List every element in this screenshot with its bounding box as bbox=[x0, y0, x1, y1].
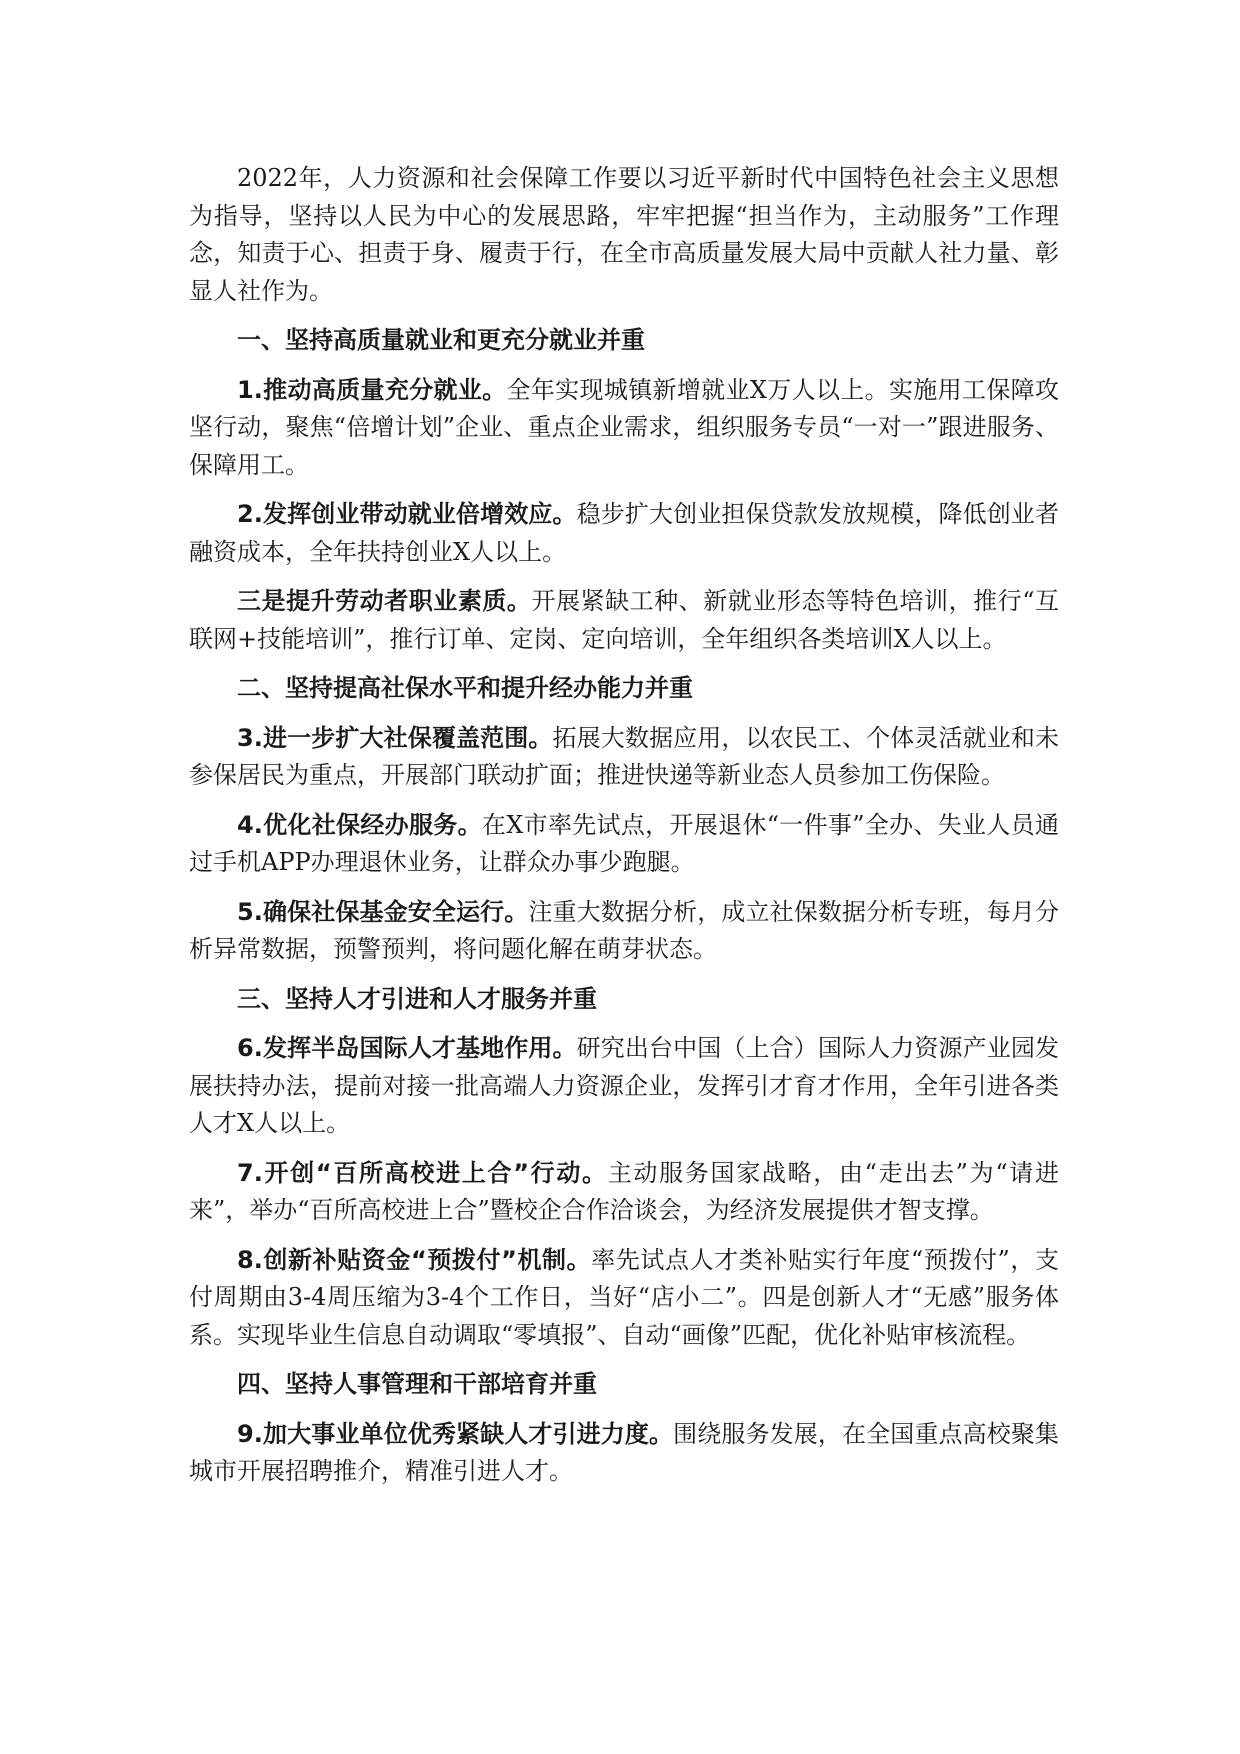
item-lead: 三是提升劳动者职业素质。 bbox=[237, 587, 532, 615]
item-lead: 7.开创“百所高校进上合”行动。 bbox=[237, 1158, 608, 1187]
document-page bbox=[189, 160, 1059, 1503]
item-paragraph bbox=[189, 894, 1059, 969]
section-heading-1: 一、坚持高质量就业和更充分就业并重 bbox=[237, 326, 645, 354]
item-body: 围绕服务发展，在全国重点高校聚集城市开展招聘推介，精准引进人才。 bbox=[189, 1419, 1059, 1485]
item-body: 在X市率先试点，开展退休“一件事”全办、失业人员通过手机APP办理退休业务，让群众办事少跑腿。 bbox=[189, 810, 1059, 876]
section-heading-3: 三、坚持人才引进和人才服务并重 bbox=[237, 984, 597, 1013]
section-heading-2: 二、坚持提高社保水平和提升经办能力并重 bbox=[237, 674, 693, 702]
item-paragraph bbox=[189, 1416, 1059, 1491]
item-lead: 2.发挥创业带动就业倍增效应。 bbox=[237, 500, 577, 528]
item-lead: 6.发挥半岛国际人才基地作用。 bbox=[237, 1034, 577, 1062]
item-body: 率先试点人才类补贴实行年度“预拨付”，支付周期由3-4周压缩为3-4个工作日，当好“店小二”。四是创新人才“无感”服务体系。实现毕业生信息自动调取“零填报”、自动“画像”匹配，优化补贴审核流程。 bbox=[189, 1245, 1059, 1349]
item-body: 注重大数据分析，成立社保数据分析专班，每月分析异常数据，预警预判，将问题化解在萌芽状态。 bbox=[189, 897, 1059, 963]
item-lead: 4.优化社保经办服务。 bbox=[237, 810, 482, 839]
item-paragraph bbox=[189, 496, 1059, 571]
item-body: 拓展大数据应用，以农民工、个体灵活就业和未参保居民为重点，开展部门联动扩面；推进快递等新业态人员参加工伤保险。 bbox=[189, 723, 1059, 789]
item-paragraph bbox=[189, 1030, 1059, 1143]
item-paragraph bbox=[189, 583, 1059, 658]
section-heading-4: 四、坚持人事管理和干部培育并重 bbox=[237, 1370, 597, 1398]
intro-paragraph: 2022年，人力资源和社会保障工作要以习近平新时代中国特色社会主义思想为指导，坚持以人民为中心的发展思路，牢牢把握“担当作为，主动服务”工作理念，知责于心、担责于身、履责于行，在全市高质量发展大局中贡献人社力量、彰显人社作为。 bbox=[189, 164, 1059, 305]
item-paragraph bbox=[189, 720, 1059, 795]
item-paragraph bbox=[189, 807, 1059, 882]
item-lead: 9.加大事业单位优秀紧缺人才引进力度。 bbox=[237, 1419, 674, 1448]
item-body: 稳步扩大创业担保贷款发放规模，降低创业者融资成本，全年扶持创业X人以上。 bbox=[189, 500, 1059, 566]
item-body: 开展紧缺工种、新就业形态等特色培训，推行“互联网+技能培训”，推行订单、定岗、定向培训，全年组织各类培训X人以上。 bbox=[189, 587, 1059, 653]
item-body: 全年实现城镇新增就业X万人以上。实施用工保障攻坚行动，聚焦“倍增计划”企业、重点企业需求，组织服务专员“一对一”跟进服务、保障用工。 bbox=[189, 375, 1059, 479]
item-lead: 5.确保社保基金安全运行。 bbox=[237, 897, 529, 926]
item-lead: 3.进一步扩大社保覆盖范围。 bbox=[237, 723, 553, 752]
item-lead: 8.创新补贴资金“预拨付”机制。 bbox=[237, 1245, 592, 1274]
item-lead: 1.推动高质量充分就业。 bbox=[237, 375, 507, 404]
item-paragraph bbox=[189, 1155, 1059, 1230]
item-paragraph bbox=[189, 1242, 1059, 1355]
item-body: 主动服务国家战略，由“走出去”为“请进来”，举办“百所高校进上合”暨校企合作洽谈会，为经济发展提供才智支撑。 bbox=[189, 1158, 1059, 1224]
item-paragraph bbox=[189, 372, 1059, 485]
item-body: 研究出台中国（上合）国际人力资源产业园发展扶持办法，提前对接一批高端人力资源企业，发挥引才育才作用，全年引进各类人才X人以上。 bbox=[189, 1034, 1059, 1137]
